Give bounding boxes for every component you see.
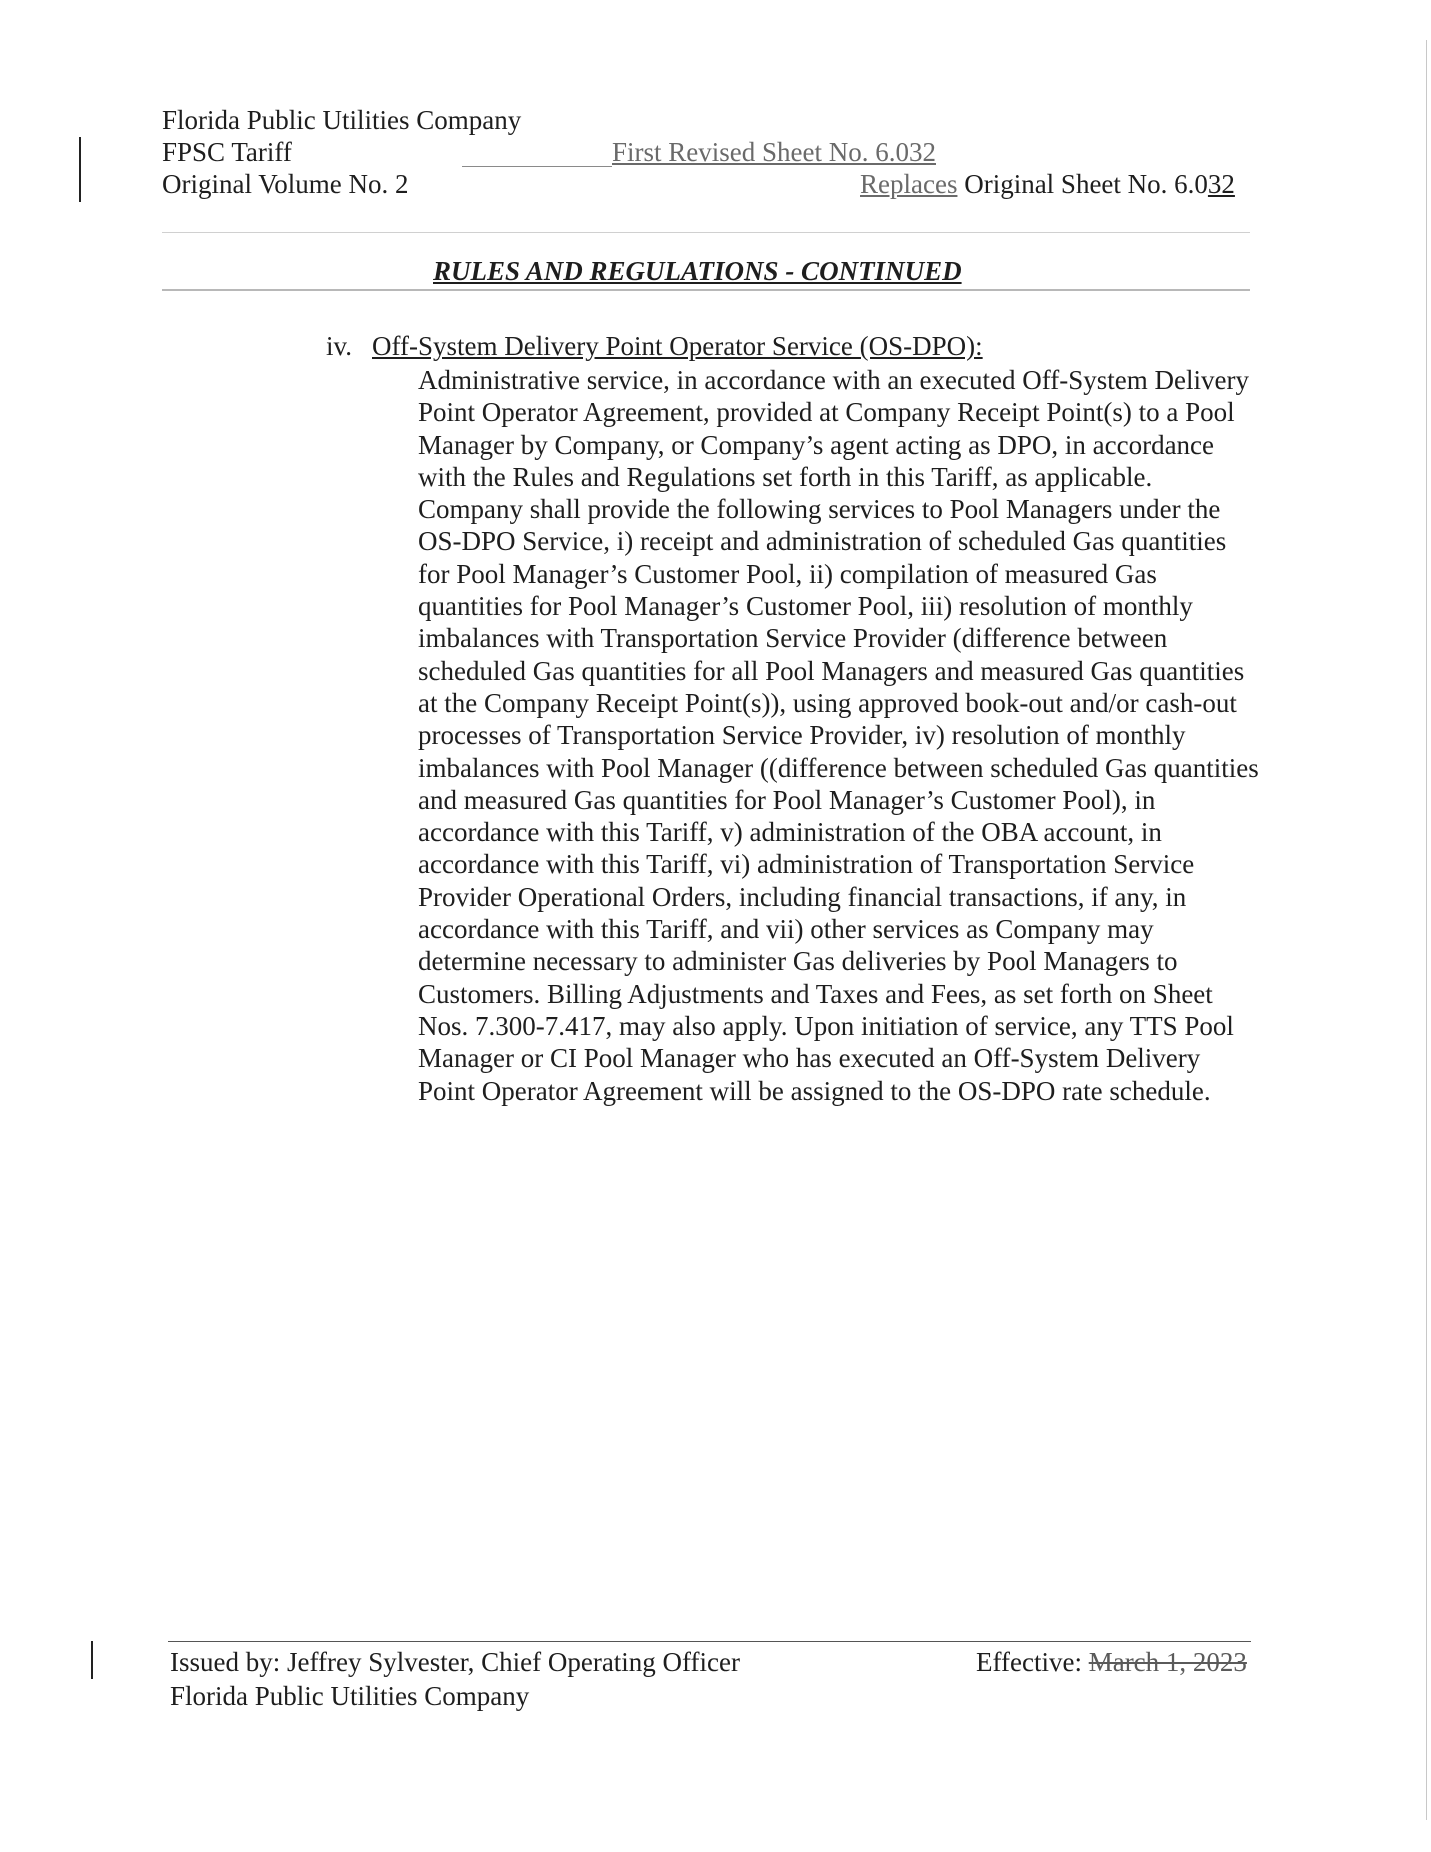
header-company: Florida Public Utilities Company: [162, 105, 522, 135]
footer-issued-by: Issued by: Jeffrey Sylvester, Chief Operating Officer: [170, 1647, 741, 1677]
revised-sheet-underline-lead: [462, 166, 612, 167]
header-tariff: FPSC Tariff: [162, 137, 292, 167]
section-title-rule: [162, 289, 1250, 291]
footer-change-bar: [91, 1641, 93, 1679]
replaces-tail: 32: [1207, 169, 1235, 199]
scan-edge-line: [1426, 40, 1427, 1820]
header-volume: Original Volume No. 2: [162, 169, 409, 199]
footer-separator: [168, 1641, 1251, 1642]
item-title: Off-System Delivery Point Operator Service (OS-DPO):: [372, 331, 983, 361]
footer-company: Florida Public Utilities Company: [170, 1681, 530, 1711]
effective-date-struck: March 1, 2023: [1088, 1647, 1247, 1677]
item-number: iv.: [326, 331, 352, 361]
footer-effective: [976, 1646, 1247, 1678]
revised-sheet-number: First Revised Sheet No. 6.032: [612, 137, 936, 167]
header-separator: [162, 232, 1250, 233]
replaces-sheet: [860, 168, 1235, 200]
replaces-rest: Original Sheet No. 6.0: [957, 169, 1208, 199]
item-body: Administrative service, in accordance with an executed Off-System Delivery Point Operator Agreement, provided at Company Receipt Point(s) to a Pool Manager by Company, or Company’s agent acting as DPO, in accordance with the Rules and Regulations set forth in this Tariff, as applicable. Company shall provide the following services to Pool Managers under the OS-DPO Service, i) receipt and administration of scheduled Gas quantities for Pool Manager’s Customer Pool, ii) compilation of measured Gas quantities for Pool Manager’s Customer Pool, iii) resolution of monthly imbalances with Transportation Service Provider (difference between scheduled Gas quantities for all Pool Managers and measured Gas quantities at the Company Receipt Point(s)), using approved book-out and/or cash-out processes of Transportation Service Provider, iv) resolution of monthly imbalances with Pool Manager ((difference between scheduled Gas quantities and measured Gas quantities for Pool Manager’s Customer Pool), in accordance with this Tariff, v) administration of the OBA account, in accordance with this Tariff, vi) administration of Transportation Service Provider Operational Orders, including financial transactions, if any, in accordance with this Tariff, and vii) other services as Company may determine necessary to administer Gas deliveries by Pool Managers to Customers. Billing Adjustments and Taxes and Fees, as set forth on Sheet Nos. 7.300-7.417, may also apply. Upon initiation of service, any TTS Pool Manager or CI Pool Manager who has executed an Off-System Delivery Point Operator Agreement will be assigned to the OS-DPO rate schedule.: [418, 365, 1259, 1106]
header-change-bar: [79, 137, 81, 202]
replaces-prefix: Replaces: [860, 169, 958, 199]
section-title: RULES AND REGULATIONS - CONTINUED: [433, 256, 962, 286]
effective-label: Effective:: [976, 1647, 1089, 1677]
